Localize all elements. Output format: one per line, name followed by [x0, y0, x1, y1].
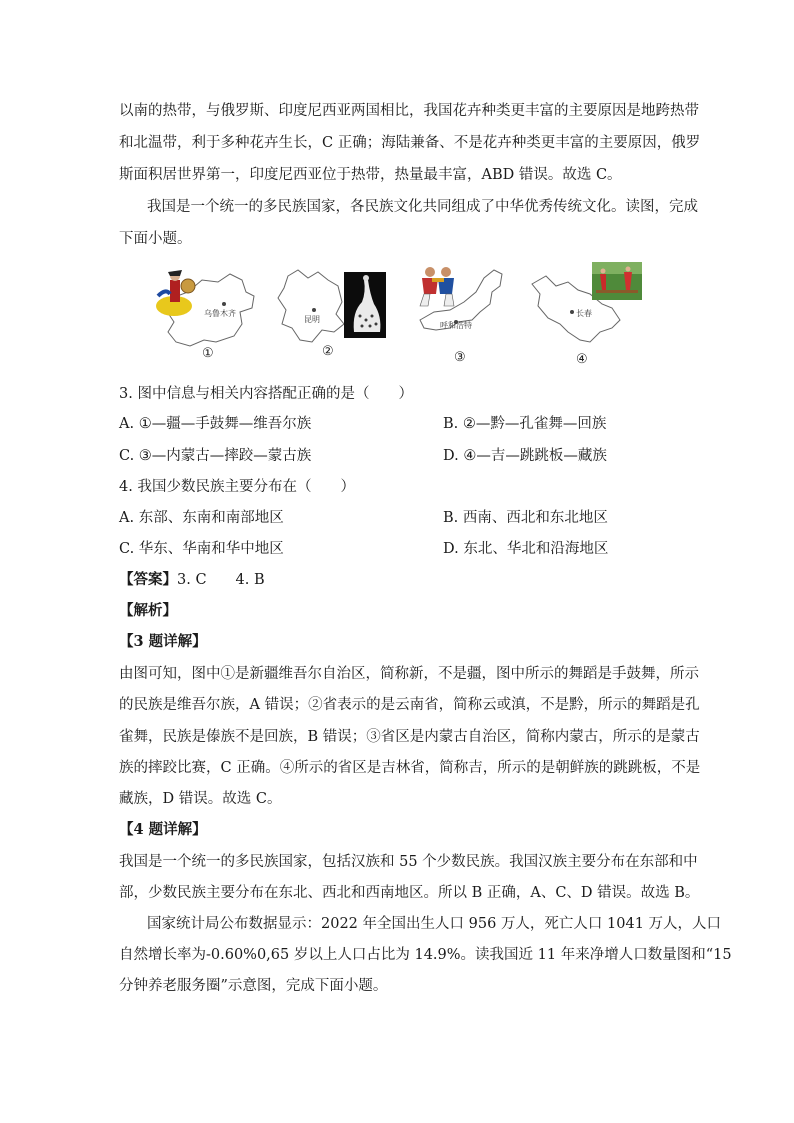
text-line: 分钟养老服务圈”示意图，完成下面小题。	[119, 978, 388, 994]
province-maps-figure	[150, 262, 650, 372]
text-line: 国家统计局公布数据显示：2022 年全国出生人口 956 万人，死亡人口 1041 万人，人口	[147, 916, 722, 932]
question-4-stem: 4. 我国少数民族主要分布在（ ）	[119, 479, 355, 495]
answer-label: 【答案】	[119, 571, 177, 588]
q3-option-a: A. ①—疆—手鼓舞—维吾尔族	[119, 416, 312, 432]
text-line: 我国是一个统一的多民族国家，各民族文化共同组成了中华优秀传统文化。读图，完成	[147, 199, 698, 215]
q3-option-d: D. ④—吉—跳跳板—藏族	[443, 448, 607, 464]
text-line: 下面小题。	[119, 231, 192, 247]
text-line: 斯面积居世界第一，印度尼西亚位于热带，热量最丰富，ABD 错误。故选 C。	[119, 167, 622, 183]
map-city-label: 呼和浩特	[440, 321, 472, 330]
answer-line	[119, 570, 265, 590]
map-xinjiang	[150, 262, 265, 372]
q4-option-c: C. 华东、华南和华中地区	[119, 541, 284, 557]
q4-option-a: A. 东部、东南和南部地区	[119, 510, 284, 526]
text-line: 部，少数民族主要分布在东北、西北和西南地区。所以 B 正确，A、C、D 错误。故选 B。	[119, 885, 700, 901]
q3-option-b: B. ②—黔—孔雀舞—回族	[443, 416, 607, 432]
text-line: 我国是一个统一的多民族国家，包括汉族和 55 个少数民族。我国汉族主要分布在东部和中	[119, 854, 698, 870]
q3-option-c: C. ③—内蒙古—摔跤—蒙古族	[119, 448, 312, 464]
map-city-label: 乌鲁木齐	[204, 309, 236, 318]
text-line: 和北温带，利于多种花卉生长，C 正确；海陆兼备、不是花卉种类更丰富的主要原因，俄罗	[119, 135, 701, 151]
question-3-stem: 3. 图中信息与相关内容搭配正确的是（ ）	[119, 386, 413, 402]
map-city-label: 长春	[576, 309, 592, 318]
text-line: 的民族是维吾尔族，A 错误；②省表示的是云南省，简称云或滇，不是黔，所示的舞蹈是孔	[119, 697, 700, 713]
map-yunnan	[270, 262, 400, 372]
text-line: 族的摔跤比赛，C 正确。④所示的省区是吉林省，简称吉，所示的是朝鲜族的跳跳板，不是	[119, 760, 701, 776]
analysis-heading: 【解析】	[119, 602, 177, 619]
text-line: 以南的热带，与俄罗斯、印度尼西亚两国相比，我国花卉种类更丰富的主要原因是地跨热带	[119, 103, 699, 119]
wrestling-photo	[414, 264, 462, 308]
text-line: 自然增长率为-0.60%0,65 岁以上人口占比为 14.9%。读我国近 11 年来净增人口数量图和“15	[119, 947, 732, 963]
q3-detail-heading: 【3 题详解】	[119, 633, 207, 650]
map-city-label: 昆明	[304, 315, 320, 324]
text-line: 雀舞，民族是傣族不是回族，B 错误；③省区是内蒙古自治区，简称内蒙古，所示的是蒙古	[119, 729, 700, 745]
q4-option-b: B. 西南、西北和东北地区	[443, 510, 608, 526]
seesaw-jump-photo	[592, 262, 642, 300]
map-number: ①	[202, 346, 214, 361]
map-inner-mongolia	[410, 262, 525, 372]
text-line: 藏族，D 错误。故选 C。	[119, 791, 282, 807]
dancer-photo	[154, 266, 196, 318]
q4-detail-heading: 【4 题详解】	[119, 821, 207, 838]
map-number: ③	[454, 350, 466, 365]
map-number: ②	[322, 344, 334, 359]
peacock-dance-photo	[344, 272, 386, 338]
answer-text: 3. C 4. B	[177, 572, 265, 588]
map-jilin	[528, 262, 650, 372]
q4-option-d: D. 东北、华北和沿海地区	[443, 541, 609, 557]
map-number: ④	[576, 352, 588, 367]
text-line: 由图可知，图中①是新疆维吾尔自治区，简称新，不是疆，图中所示的舞蹈是手鼓舞，所示	[119, 666, 699, 682]
